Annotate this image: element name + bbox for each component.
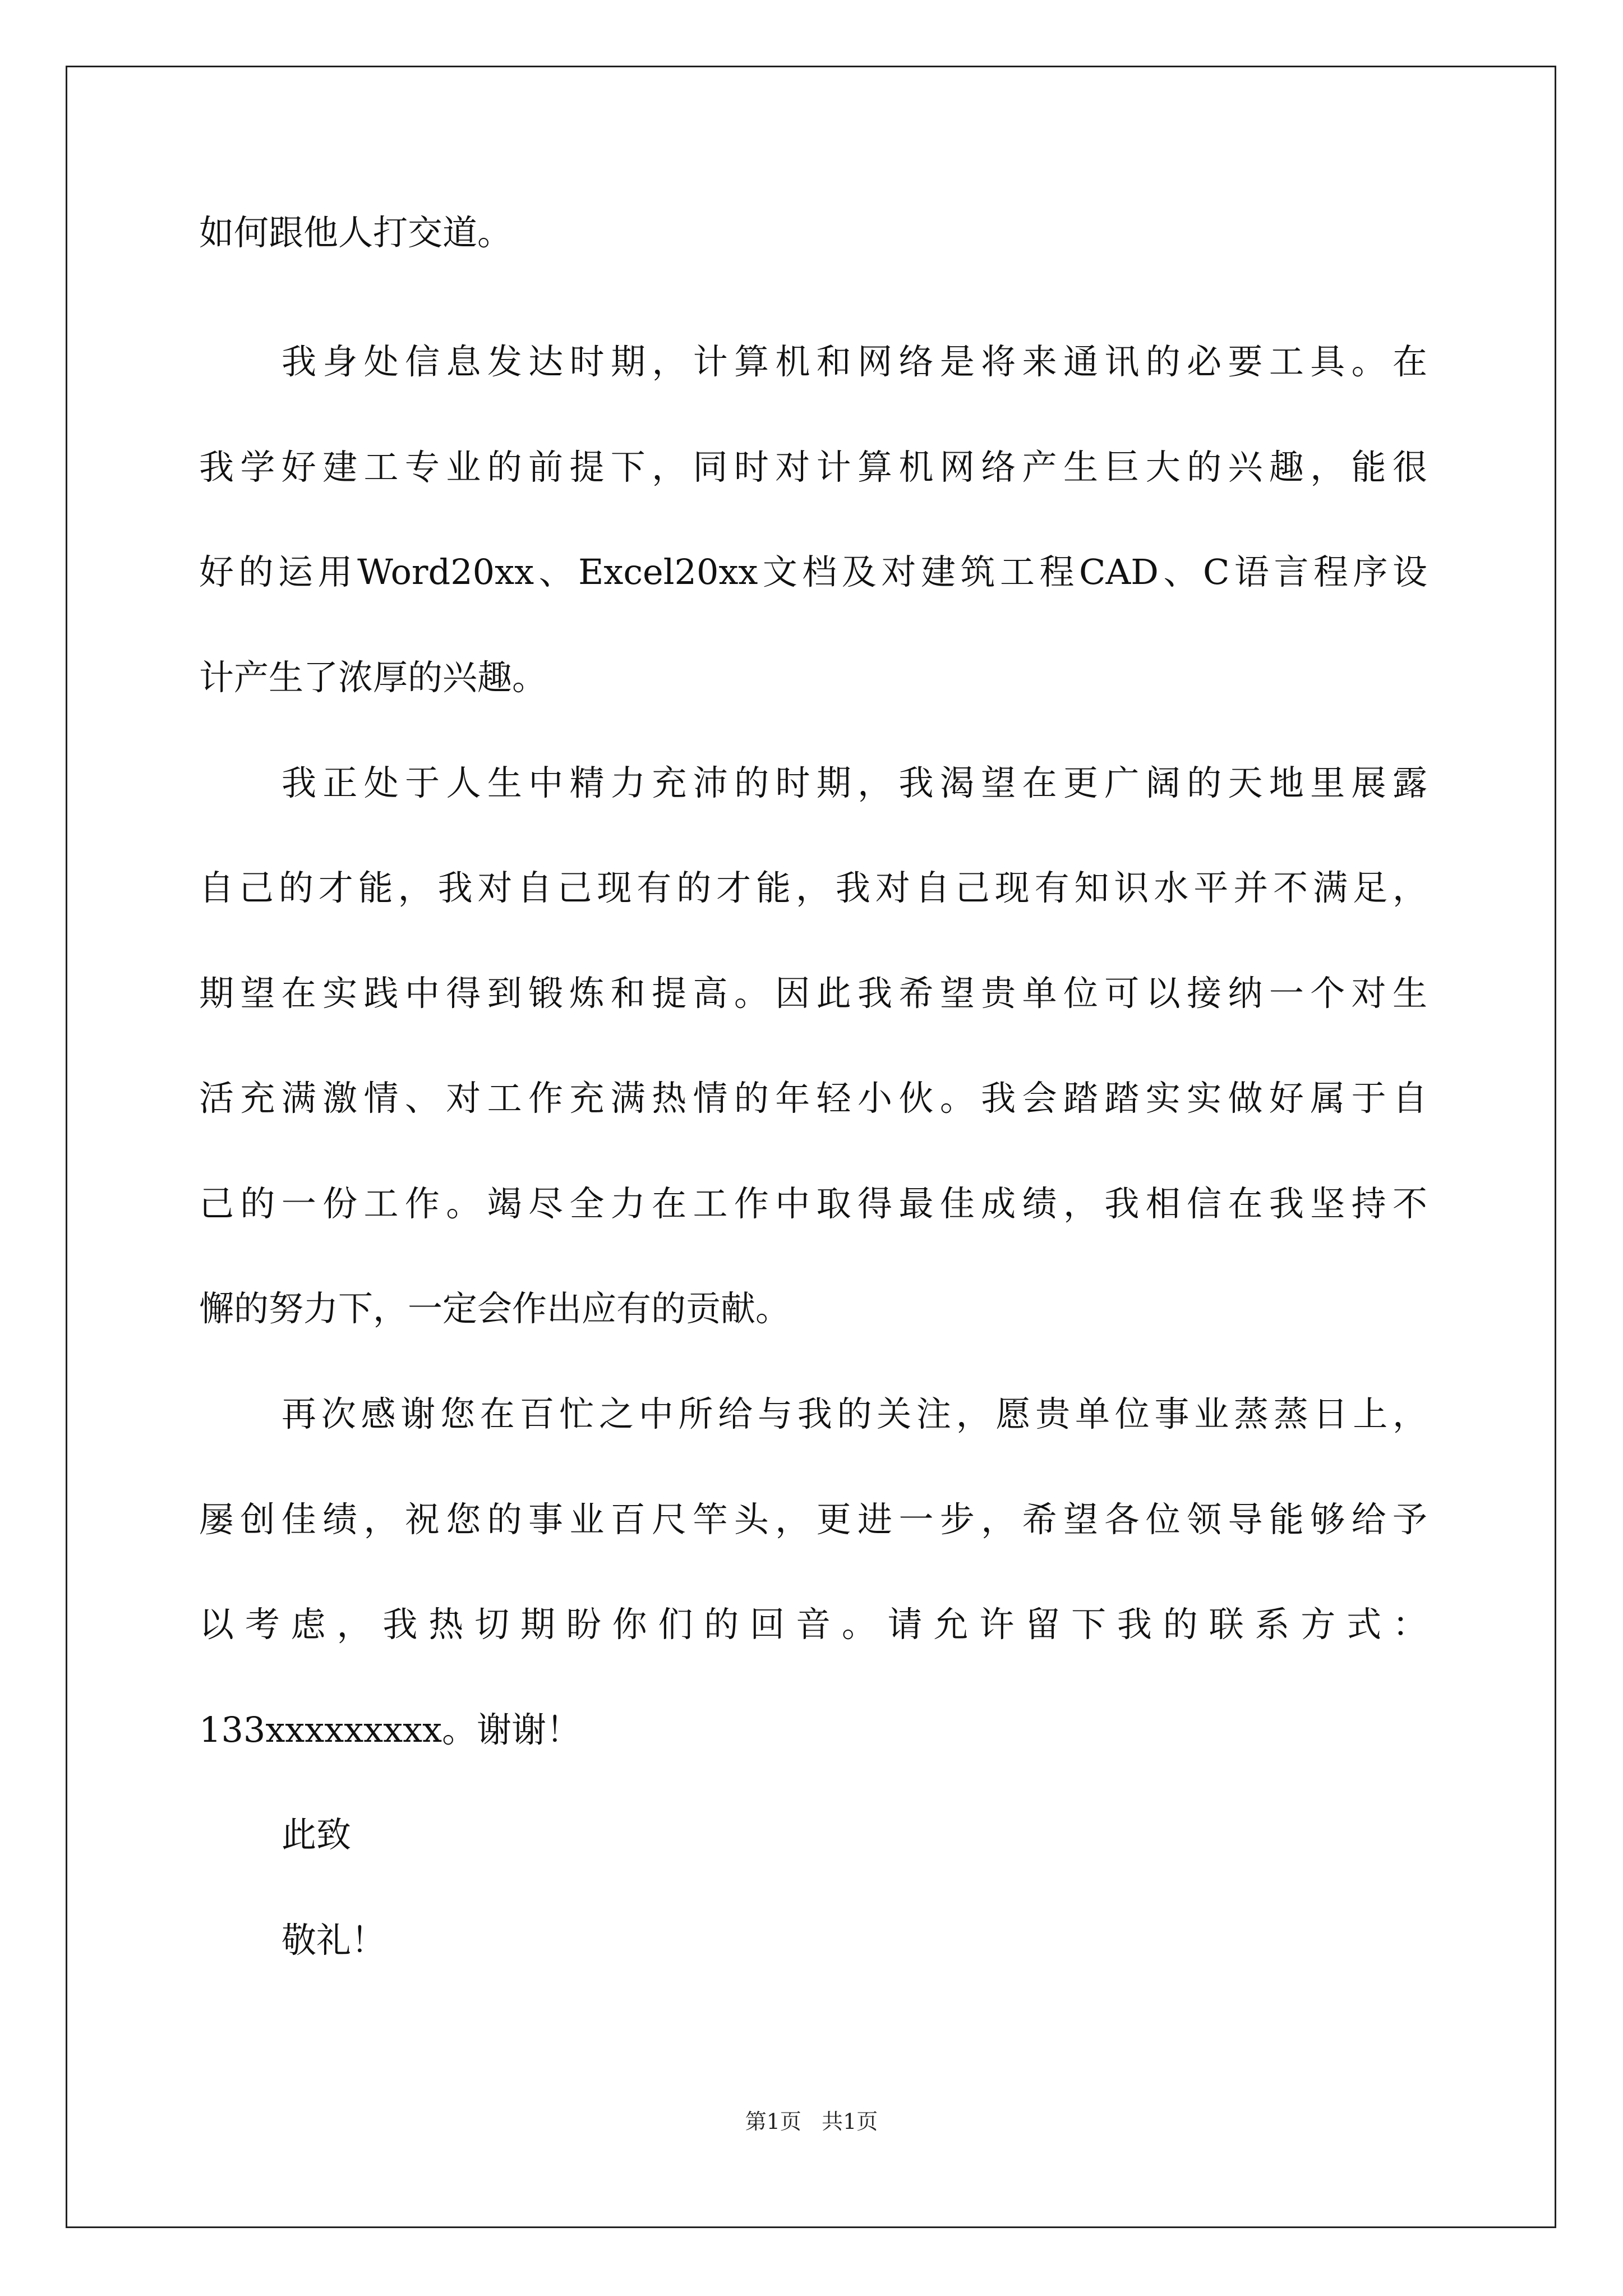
paragraph-thanks-line-2: 屡创佳绩，祝您的事业百尺竿头，更进一步，希望各位领导能够给予 [199, 1499, 1427, 1540]
paragraph-thanks-line-3: 以考虑，我热切期盼你们的回音。请允许留下我的联系方式： [199, 1604, 1427, 1645]
paragraph-computer-line-3: 好的运用Word20xx、Excel20xx文档及对建筑工程CAD、C语言程序设 [199, 551, 1427, 592]
contact-phone-line: 133xxxxxxxxx。谢谢！ [199, 1709, 582, 1750]
closing-regards: 敬礼！ [282, 1920, 386, 1961]
paragraph-computer-line-4: 计产生了浓厚的兴趣。 [199, 657, 547, 698]
page-border [66, 66, 1556, 2228]
paragraph-computer-line-1: 我身处信息发达时期，计算机和网络是将来通讯的必要工具。在 [282, 341, 1427, 382]
letter-line-1: 如何跟他人打交道。 [199, 212, 513, 253]
paragraph-thanks-line-1: 再次感谢您在百忙之中所给与我的关注，愿贵单位事业蒸蒸日上， [282, 1393, 1427, 1434]
paragraph-ambition-line-4: 活充满激情、对工作充满热情的年轻小伙。我会踏踏实实做好属于自 [199, 1078, 1427, 1119]
paragraph-ambition-line-5: 己的一份工作。竭尽全力在工作中取得最佳成绩，我相信在我坚持不 [199, 1183, 1427, 1224]
paragraph-ambition-line-6: 懈的努力下，一定会作出应有的贡献。 [199, 1288, 791, 1329]
paragraph-ambition-line-1: 我正处于人生中精力充沛的时期，我渴望在更广阔的天地里展露 [282, 762, 1427, 803]
paragraph-computer-line-2: 我学好建工专业的前提下，同时对计算机网络产生巨大的兴趣，能很 [199, 447, 1427, 487]
page-number-footer: 第1页 共1页 [745, 2109, 878, 2134]
closing-salutation: 此致 [282, 1814, 352, 1855]
paragraph-ambition-line-2: 自己的才能，我对自己现有的才能，我对自己现有知识水平并不满足， [199, 867, 1427, 908]
paragraph-ambition-line-3: 期望在实践中得到锻炼和提高。因此我希望贵单位可以接纳一个对生 [199, 973, 1427, 1014]
